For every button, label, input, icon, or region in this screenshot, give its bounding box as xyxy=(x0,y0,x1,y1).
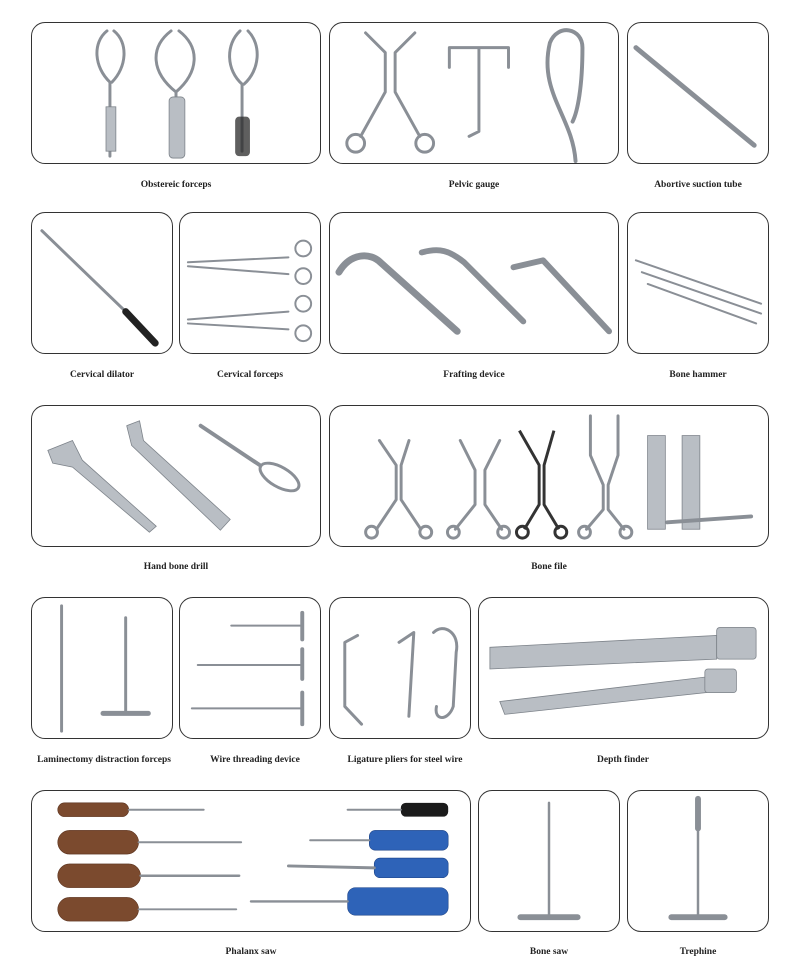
panel-obstetric-forceps xyxy=(31,22,321,164)
hand-bone-drill-image xyxy=(32,406,320,546)
panel-bone-file xyxy=(329,405,769,547)
obstetric-forceps-image xyxy=(32,23,320,163)
bone-saw-image xyxy=(479,791,619,931)
caption-pelvic-gauge: Pelvic gauge xyxy=(448,180,500,190)
panel-pelvic-gauge xyxy=(329,22,619,164)
panel-phalanx-saw xyxy=(31,790,471,932)
pelvic-gauge-image xyxy=(330,23,618,163)
caption-depth-finder: Depth finder xyxy=(597,755,649,765)
caption-laminectomy-forceps: Laminectomy distraction forceps xyxy=(37,755,171,765)
panel-cervical-dilator xyxy=(31,212,173,354)
wire-threading-device-image xyxy=(180,598,320,738)
caption-trephine: Trephine xyxy=(679,947,717,957)
laminectomy-forceps-image xyxy=(32,598,172,738)
caption-wire-threading-device: Wire threading device xyxy=(210,755,300,765)
caption-bone-saw: Bone saw xyxy=(529,947,569,957)
caption-ligature-pliers: Ligature pliers for steel wire xyxy=(347,755,463,765)
caption-obstetric-forceps: Obstereic forceps xyxy=(140,180,212,190)
panel-wire-threading-device xyxy=(179,597,321,739)
depth-finder-image xyxy=(479,598,768,738)
panel-hand-bone-drill xyxy=(31,405,321,547)
panel-trephine xyxy=(627,790,769,932)
panel-bone-hammer xyxy=(627,212,769,354)
bone-hammer-image xyxy=(628,213,768,353)
caption-cervical-forceps: Cervical forceps xyxy=(216,370,284,380)
caption-bone-file: Bone file xyxy=(531,562,567,572)
trephine-image xyxy=(628,791,768,931)
abortive-suction-tube-image xyxy=(628,23,768,163)
cervical-forceps-image xyxy=(180,213,320,353)
caption-bone-hammer: Bone hammer xyxy=(669,370,727,380)
panel-laminectomy-forceps xyxy=(31,597,173,739)
ligature-pliers-image xyxy=(330,598,470,738)
phalanx-saw-image xyxy=(32,791,470,931)
panel-abortive-suction-tube xyxy=(627,22,769,164)
panel-frafting-device xyxy=(329,212,619,354)
cervical-dilator-image xyxy=(32,213,172,353)
caption-frafting-device: Frafting device xyxy=(443,370,505,380)
frafting-device-image xyxy=(330,213,618,353)
panel-cervical-forceps xyxy=(179,212,321,354)
panel-bone-saw xyxy=(478,790,620,932)
panel-depth-finder xyxy=(478,597,769,739)
caption-abortive-suction-tube: Abortive suction tube xyxy=(654,180,742,190)
caption-phalanx-saw: Phalanx saw xyxy=(225,947,277,957)
bone-file-image xyxy=(330,406,768,546)
caption-cervical-dilator: Cervical dilator xyxy=(69,370,135,380)
panel-ligature-pliers xyxy=(329,597,471,739)
caption-hand-bone-drill: Hand bone drill xyxy=(143,562,209,572)
